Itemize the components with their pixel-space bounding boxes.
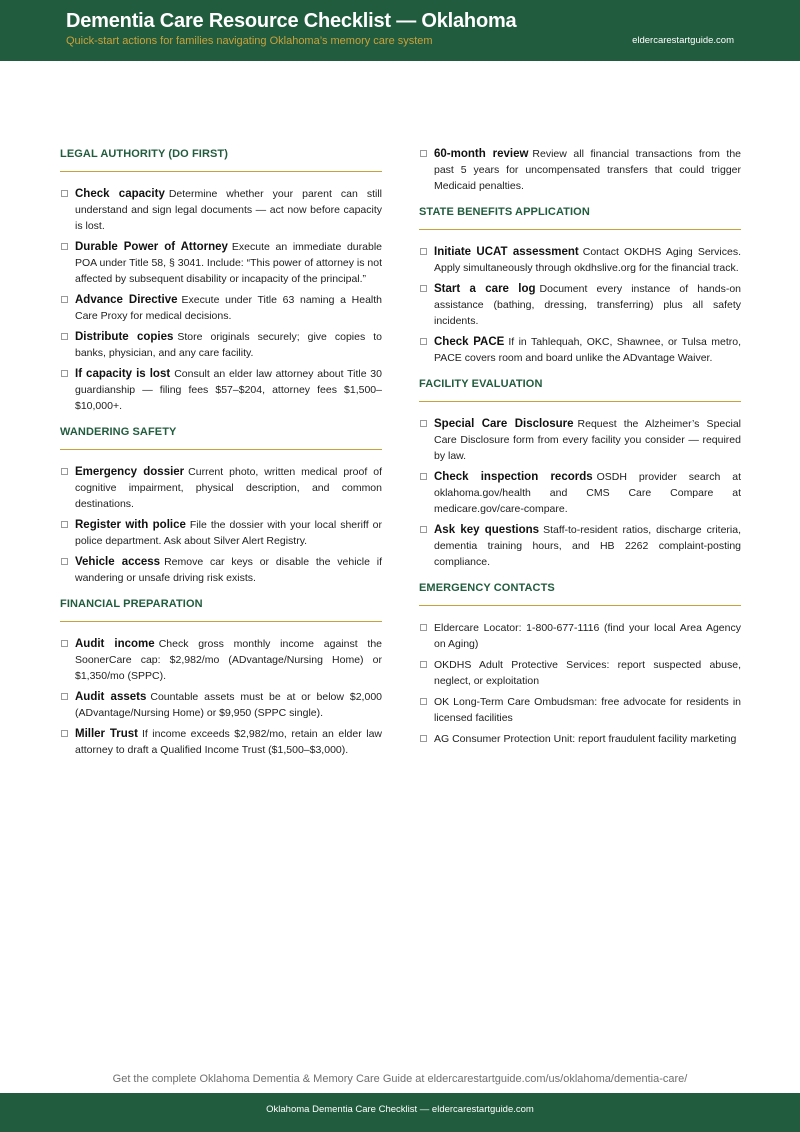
- page-header: [0, 0, 800, 61]
- checklist-item: [419, 334, 741, 366]
- checkbox-icon[interactable]: [420, 661, 427, 668]
- item-text: OSDH provider search at oklahoma.gov/health and CMS Care Compare at medicare.gov/care-compare.: [434, 471, 741, 515]
- item-text: Eldercare Locator: 1-800-677-1116 (find your local Area Agency on Aging): [434, 622, 741, 650]
- checkbox-icon[interactable]: [420, 150, 427, 157]
- footer-guide-link[interactable]: Get the complete Oklahoma Dementia & Memory Care Guide at eldercarestartguide.com/us/oklahoma/dementia-care/: [112, 1073, 688, 1085]
- checkbox-icon[interactable]: [420, 420, 427, 427]
- item-text: Execute under Title 63 naming a Health Care Proxy for medical decisions.: [75, 294, 382, 322]
- checkbox-icon[interactable]: [420, 248, 427, 255]
- checkbox-icon[interactable]: [420, 735, 427, 742]
- section-title: FINANCIAL PREPARATION: [60, 596, 382, 622]
- item-title: Initiate UCAT assessment: [434, 246, 579, 258]
- left-column: [60, 146, 382, 768]
- item-title: Check PACE: [434, 336, 505, 348]
- item-text: Check gross monthly income against the SoonerCare cap: $2,982/mo (ADvantage/Nursing Home) or $1,350/mo (SPPC).: [75, 638, 382, 682]
- checklist-section: [60, 424, 382, 586]
- checklist-section: [60, 596, 382, 758]
- section-title: LEGAL AUTHORITY (DO FIRST): [60, 146, 382, 172]
- checkbox-icon[interactable]: [61, 693, 68, 700]
- checkbox-icon[interactable]: [61, 190, 68, 197]
- footer-bar: [0, 1093, 800, 1132]
- checkbox-icon[interactable]: [420, 698, 427, 705]
- item-text: Document every instance of hands-on assistance (bathing, dressing, transferring) plus all safety incidents.: [434, 283, 741, 327]
- checklist-item: [60, 186, 382, 234]
- item-text: Request the Alzheimer’s Special Care Disclosure form from every facility you consider — required by law.: [434, 418, 741, 462]
- item-text: Store originals securely; give copies to banks, physician, and any care facility.: [75, 331, 382, 359]
- checklist-item: [419, 522, 741, 570]
- item-title: If capacity is lost: [75, 368, 171, 380]
- checklist-item: [60, 464, 382, 512]
- checklist-item: [419, 244, 741, 276]
- checkbox-icon[interactable]: [61, 296, 68, 303]
- item-text: File the dossier with your local sheriff or police department. Ask about Silver Alert Registry.: [75, 519, 382, 547]
- checklist-item: [60, 554, 382, 586]
- page-subtitle: Quick-start actions for families navigating Oklahoma’s memory care system: [66, 35, 433, 47]
- checkbox-icon[interactable]: [420, 338, 427, 345]
- item-text: OK Long-Term Care Ombudsman: free advocate for residents in licensed facilities: [434, 696, 741, 724]
- checklist-section: [419, 376, 741, 570]
- item-text: If income exceeds $2,982/mo, retain an elder law attorney to draft a Qualified Income Trust ($1,500–$3,000).: [75, 728, 382, 756]
- item-text: Countable assets must be at or below $2,000 (ADvantage/Nursing Home) or $9,950 (SPPC single).: [75, 691, 382, 719]
- item-title: Audit income: [75, 638, 155, 650]
- item-title: Durable Power of Attorney: [75, 241, 228, 253]
- item-text: Execute an immediate durable POA under Title 58, § 3041. Include: “This power of attorney is not affected by subsequent disability or incapacity of the principal.”: [75, 241, 383, 285]
- checkbox-icon[interactable]: [420, 473, 427, 480]
- checkbox-icon[interactable]: [61, 640, 68, 647]
- item-text: Determine whether your parent can still understand and sign legal documents — act now before capacity is lost.: [75, 188, 382, 232]
- checklist-item: [419, 416, 741, 464]
- section-title: EMERGENCY CONTACTS: [419, 580, 741, 606]
- item-title: Ask key questions: [434, 524, 540, 536]
- item-text: Current photo, written medical proof of cognitive impairment, physical description, and common destinations.: [75, 466, 382, 510]
- item-text: Staff-to-resident ratios, discharge criteria, dementia training hours, and HB 2262 complaint-posting compliance.: [434, 524, 742, 568]
- right-column: [419, 146, 741, 757]
- checkbox-icon[interactable]: [61, 730, 68, 737]
- item-text: Review all financial transactions from the past 5 years for uncompensated transfers that could trigger Medicaid penalties.: [434, 148, 741, 192]
- checklist-item: [419, 620, 741, 652]
- item-text: AG Consumer Protection Unit: report fraudulent facility marketing: [434, 733, 737, 745]
- checkbox-icon[interactable]: [61, 333, 68, 340]
- checkbox-icon[interactable]: [420, 624, 427, 631]
- checklist-item: [60, 726, 382, 758]
- item-title: Check capacity: [75, 188, 165, 200]
- item-text: If in Tahlequah, OKC, Shawnee, or Tulsa metro, PACE covers room and board unlike the ADvantage Waiver.: [434, 336, 741, 364]
- item-title: Audit assets: [75, 691, 147, 703]
- item-text: OKDHS Adult Protective Services: report suspected abuse, neglect, or exploitation: [434, 659, 741, 687]
- checklist-item: [419, 146, 741, 194]
- checklist-item: [60, 517, 382, 549]
- checkbox-icon[interactable]: [420, 526, 427, 533]
- item-title: Start a care log: [434, 283, 536, 295]
- section-title: FACILITY EVALUATION: [419, 376, 741, 402]
- checklist-item: [419, 469, 741, 517]
- item-text: Remove car keys or disable the vehicle if wandering or unsafe driving risk exists.: [75, 556, 382, 584]
- section-title: WANDERING SAFETY: [60, 424, 382, 450]
- header-site-link[interactable]: eldercarestartguide.com: [632, 35, 734, 46]
- checklist-item: [419, 731, 741, 747]
- checklist-item: [60, 292, 382, 324]
- item-title: Distribute copies: [75, 331, 174, 343]
- section-title: STATE BENEFITS APPLICATION: [419, 204, 741, 230]
- checklist-section: [419, 204, 741, 366]
- page-title: Dementia Care Resource Checklist — Oklahoma: [66, 10, 517, 32]
- item-title: Miller Trust: [75, 728, 138, 740]
- item-text: Consult an elder law attorney about Title 30 guardianship — filing fees $57–$204, attorney fees $1,500–$10,000+.: [75, 368, 382, 412]
- item-title: Emergency dossier: [75, 466, 185, 478]
- checklist-item: [60, 689, 382, 721]
- checklist-item: [60, 239, 382, 287]
- checkbox-icon[interactable]: [61, 243, 68, 250]
- item-title: Advance Directive: [75, 294, 178, 306]
- checklist-item: [60, 329, 382, 361]
- checklist-item: [419, 657, 741, 689]
- item-title: Check inspection records: [434, 471, 593, 483]
- checkbox-icon[interactable]: [61, 558, 68, 565]
- checklist-item: [419, 281, 741, 329]
- item-text: Contact OKDHS Aging Services. Apply simultaneously through okdhslive.org for the financial track.: [434, 246, 742, 274]
- footer-bar-text: Oklahoma Dementia Care Checklist — eldercarestartguide.com: [266, 1104, 534, 1115]
- checklist-section: [419, 580, 741, 747]
- item-title: Special Care Disclosure: [434, 418, 574, 430]
- checklist-item: [419, 694, 741, 726]
- checkbox-icon[interactable]: [420, 285, 427, 292]
- checklist-item: [60, 636, 382, 684]
- continued-items: [419, 146, 741, 194]
- item-title: Vehicle access: [75, 556, 161, 568]
- checkbox-icon[interactable]: [61, 370, 68, 377]
- item-title: Register with police: [75, 519, 186, 531]
- checkbox-icon[interactable]: [61, 521, 68, 528]
- checklist-item: [60, 366, 382, 414]
- checklist-section: [60, 146, 382, 414]
- checkbox-icon[interactable]: [61, 468, 68, 475]
- item-title: 60-month review: [434, 148, 529, 160]
